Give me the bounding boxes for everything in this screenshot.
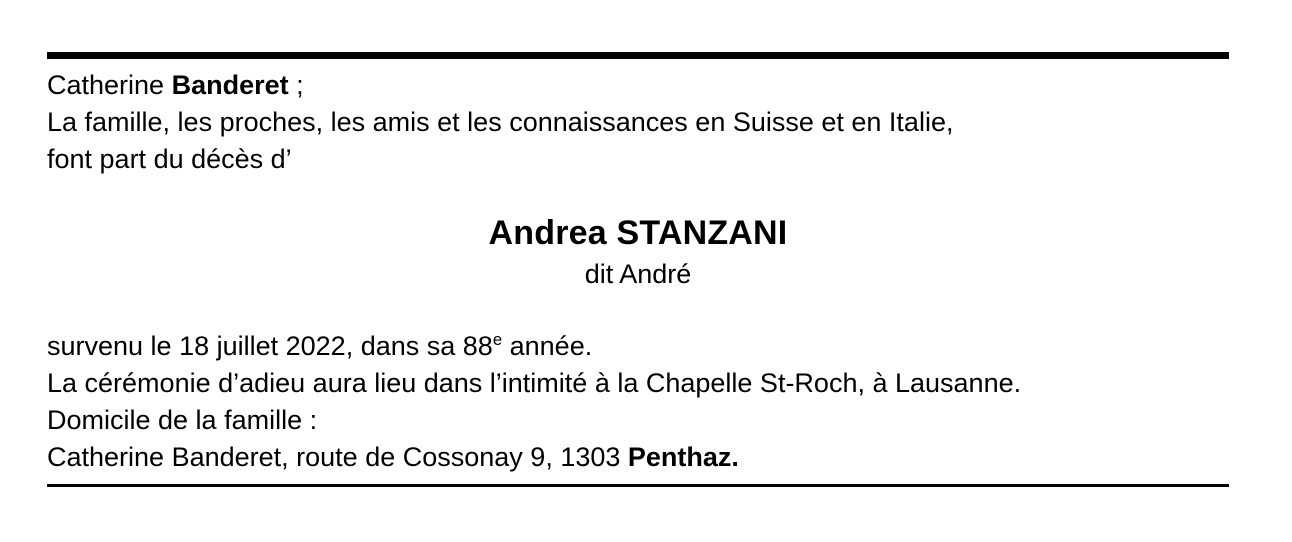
detail-line-3	[47, 402, 1229, 439]
detail-line-4-bold: Penthaz.	[627, 442, 739, 472]
detail-line-3-prefix: Domicile de la famille :	[47, 405, 318, 435]
detail-line-1	[47, 328, 1229, 365]
intro-paragraph	[47, 59, 1229, 178]
detail-line-4	[47, 439, 1229, 476]
intro-line-3	[47, 141, 1229, 178]
detail-line-1-prefix: survenu le 18 juillet 2022, dans sa 88	[47, 331, 493, 361]
intro-line-1-bold: Banderet	[171, 70, 289, 100]
details-paragraph	[47, 328, 1229, 476]
bottom-divider	[47, 484, 1229, 487]
intro-line-3-prefix: font part du décès d’	[47, 144, 292, 174]
deceased-alias: dit André	[584, 259, 692, 289]
deceased-name: Andrea STANZANI	[488, 214, 788, 252]
intro-line-2-prefix: La famille, les proches, les amis et les connaissances en Suisse et en Italie,	[47, 107, 954, 137]
intro-line-1-prefix: Catherine	[47, 70, 172, 100]
detail-line-2	[47, 365, 1229, 402]
detail-line-1-sup: e	[492, 330, 503, 349]
intro-line-2	[47, 104, 1229, 141]
intro-line-1	[47, 67, 1229, 104]
detail-line-1-mid: année.	[502, 331, 593, 361]
deceased-block	[47, 212, 1229, 292]
detail-line-2-prefix: La cérémonie d’adieu aura lieu dans l’intimité à la Chapelle St-Roch, à Lausanne.	[47, 368, 1022, 398]
intro-line-1-suffix: ;	[288, 70, 304, 100]
death-notice	[47, 52, 1229, 487]
detail-line-4-prefix: Catherine Banderet, route de Cossonay 9, 1303	[47, 442, 628, 472]
top-divider	[47, 52, 1229, 59]
